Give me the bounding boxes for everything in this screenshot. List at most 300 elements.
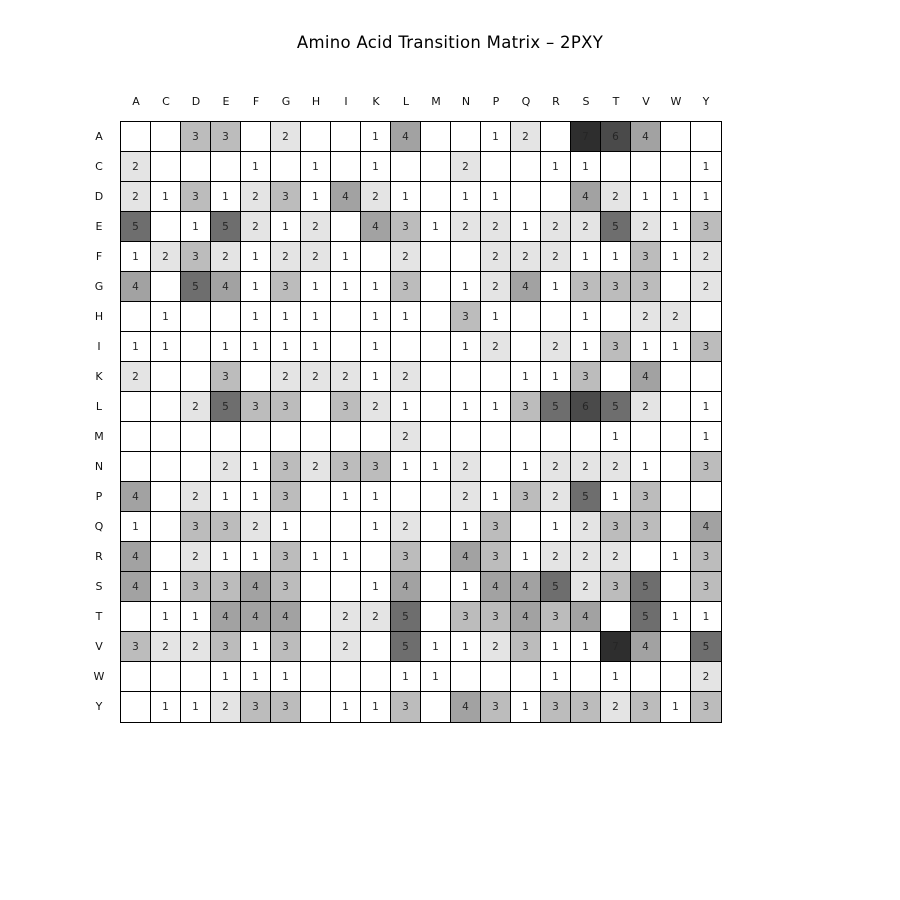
matrix-cell <box>421 122 451 152</box>
matrix-cell: 1 <box>361 272 391 302</box>
matrix-cell: 1 <box>691 392 721 422</box>
matrix-cell: 2 <box>331 632 361 662</box>
matrix-cell: 2 <box>181 542 211 572</box>
matrix-cell: 2 <box>241 512 271 542</box>
matrix-cell <box>151 122 181 152</box>
matrix-cell: 5 <box>541 392 571 422</box>
matrix-cell: 3 <box>331 392 361 422</box>
matrix-cell <box>301 482 331 512</box>
matrix-cell: 1 <box>301 302 331 332</box>
matrix-cell: 3 <box>361 452 391 482</box>
matrix-cell <box>421 182 451 212</box>
matrix-cell: 1 <box>361 692 391 722</box>
matrix-cell <box>121 122 151 152</box>
matrix-cell: 1 <box>241 662 271 692</box>
row-label: N <box>94 460 104 473</box>
matrix-cell <box>151 542 181 572</box>
matrix-cell <box>541 122 571 152</box>
matrix-cell <box>301 602 331 632</box>
matrix-cell: 3 <box>511 392 541 422</box>
matrix-cell: 1 <box>211 182 241 212</box>
matrix-cell: 1 <box>421 452 451 482</box>
matrix-cell: 2 <box>121 152 151 182</box>
matrix-cell: 3 <box>691 542 721 572</box>
column-header: H <box>311 95 321 108</box>
matrix-cell: 2 <box>481 272 511 302</box>
matrix-cell: 7 <box>571 122 601 152</box>
row-label: C <box>95 160 103 173</box>
matrix-cell <box>631 152 661 182</box>
matrix-cell <box>481 362 511 392</box>
matrix-cell: 4 <box>631 362 661 392</box>
matrix-cell: 1 <box>331 542 361 572</box>
matrix-cell: 1 <box>151 572 181 602</box>
matrix-cell: 1 <box>241 272 271 302</box>
row-label: T <box>95 610 103 623</box>
matrix-cell: 1 <box>301 332 331 362</box>
matrix-cell <box>391 332 421 362</box>
matrix-cell: 1 <box>661 182 691 212</box>
matrix-cell: 5 <box>541 572 571 602</box>
row-label: M <box>94 430 104 443</box>
row-label: Y <box>95 700 103 713</box>
matrix-cell <box>241 122 271 152</box>
matrix-cell: 1 <box>601 242 631 272</box>
matrix-cell: 2 <box>631 392 661 422</box>
matrix-cell <box>301 662 331 692</box>
matrix-cell: 1 <box>661 602 691 632</box>
matrix-cell: 3 <box>631 272 661 302</box>
matrix-cell: 2 <box>361 392 391 422</box>
matrix-cell: 6 <box>571 392 601 422</box>
matrix-cell <box>511 182 541 212</box>
matrix-cell: 2 <box>451 152 481 182</box>
matrix-cell: 2 <box>331 602 361 632</box>
matrix-cell: 1 <box>361 512 391 542</box>
matrix-cell <box>511 152 541 182</box>
matrix-cell: 1 <box>631 452 661 482</box>
matrix-cell: 3 <box>211 632 241 662</box>
matrix-cell: 2 <box>601 542 631 572</box>
matrix-cell: 4 <box>511 602 541 632</box>
matrix-cell: 1 <box>151 302 181 332</box>
matrix-cell: 2 <box>661 302 691 332</box>
column-header: N <box>461 95 471 108</box>
matrix-cell: 1 <box>391 662 421 692</box>
matrix-cell: 2 <box>571 572 601 602</box>
matrix-cell <box>451 122 481 152</box>
matrix-cell <box>661 572 691 602</box>
matrix-cell <box>181 362 211 392</box>
matrix-cell: 1 <box>151 332 181 362</box>
matrix-cell: 1 <box>421 632 451 662</box>
matrix-cell: 3 <box>181 572 211 602</box>
matrix-cell: 4 <box>511 572 541 602</box>
matrix-cell: 1 <box>571 302 601 332</box>
matrix-cell: 1 <box>451 392 481 422</box>
matrix-cell <box>661 512 691 542</box>
column-headers <box>121 94 721 110</box>
matrix-cell: 1 <box>661 212 691 242</box>
matrix-cell <box>301 572 331 602</box>
matrix-cell: 2 <box>571 542 601 572</box>
matrix-cell <box>121 422 151 452</box>
row-label: I <box>97 340 101 353</box>
matrix-cell <box>181 662 211 692</box>
matrix-cell: 5 <box>691 632 721 662</box>
matrix-cell <box>691 482 721 512</box>
column-header: L <box>402 95 410 108</box>
matrix-cell <box>391 482 421 512</box>
matrix-cell: 1 <box>241 632 271 662</box>
matrix-cell: 2 <box>301 362 331 392</box>
matrix-cell: 1 <box>121 242 151 272</box>
row-label: R <box>95 550 103 563</box>
matrix-cell <box>601 152 631 182</box>
matrix-cell: 3 <box>691 452 721 482</box>
matrix-cell: 2 <box>541 212 571 242</box>
matrix-cell: 5 <box>631 572 661 602</box>
matrix-cell <box>511 332 541 362</box>
matrix-cell: 1 <box>241 152 271 182</box>
matrix-cell: 1 <box>691 602 721 632</box>
matrix-cell <box>181 302 211 332</box>
matrix-cell: 1 <box>361 482 391 512</box>
matrix-cell: 2 <box>541 452 571 482</box>
matrix-cell <box>421 332 451 362</box>
matrix-cell: 4 <box>691 512 721 542</box>
matrix-cell <box>631 662 661 692</box>
matrix-cell: 1 <box>661 542 691 572</box>
row-label: Q <box>94 520 104 533</box>
column-header: S <box>582 95 590 108</box>
matrix-cell <box>481 662 511 692</box>
matrix-cell: 1 <box>331 692 361 722</box>
matrix-cell: 1 <box>211 482 241 512</box>
matrix-cell: 2 <box>691 242 721 272</box>
matrix-cell <box>211 422 241 452</box>
matrix-cell: 5 <box>211 392 241 422</box>
matrix-cell: 2 <box>301 452 331 482</box>
matrix-cell: 1 <box>301 182 331 212</box>
matrix-cell: 1 <box>331 482 361 512</box>
row-label: K <box>95 370 103 383</box>
matrix-cell: 2 <box>451 212 481 242</box>
matrix-cell <box>481 422 511 452</box>
matrix-cell <box>301 422 331 452</box>
matrix-cell: 1 <box>451 272 481 302</box>
matrix-cell: 3 <box>631 512 661 542</box>
matrix-cell: 1 <box>241 242 271 272</box>
matrix-cell: 1 <box>181 692 211 722</box>
matrix-cell: 1 <box>361 122 391 152</box>
matrix-cell: 3 <box>601 272 631 302</box>
matrix-cell <box>271 422 301 452</box>
matrix-cell <box>301 122 331 152</box>
matrix-cell: 3 <box>181 182 211 212</box>
matrix-cell <box>421 422 451 452</box>
row-label: W <box>93 670 105 683</box>
matrix-cell <box>421 512 451 542</box>
matrix-cell: 4 <box>391 122 421 152</box>
matrix-cell <box>631 422 661 452</box>
matrix-cell: 3 <box>601 512 631 542</box>
matrix-cell: 3 <box>691 332 721 362</box>
matrix-cell: 2 <box>601 182 631 212</box>
matrix-cell: 2 <box>601 452 631 482</box>
matrix-cell: 2 <box>541 542 571 572</box>
matrix-cell: 1 <box>541 512 571 542</box>
matrix-cell: 1 <box>451 632 481 662</box>
matrix-cell: 2 <box>121 362 151 392</box>
matrix-cell <box>151 392 181 422</box>
matrix-cell: 3 <box>511 632 541 662</box>
matrix-cell: 3 <box>181 512 211 542</box>
column-header: M <box>431 95 441 108</box>
matrix-cell <box>121 392 151 422</box>
row-label: V <box>95 640 103 653</box>
matrix-cell: 4 <box>451 692 481 722</box>
matrix-cell <box>691 302 721 332</box>
matrix-cell <box>121 662 151 692</box>
matrix-cell: 1 <box>661 692 691 722</box>
matrix-cell: 1 <box>511 452 541 482</box>
matrix-cell: 1 <box>451 572 481 602</box>
matrix-cell: 4 <box>121 482 151 512</box>
matrix-cell: 2 <box>211 452 241 482</box>
matrix-cell <box>331 512 361 542</box>
matrix-cell <box>181 332 211 362</box>
matrix-cell: 4 <box>481 572 511 602</box>
column-header: I <box>344 95 348 108</box>
matrix-cell: 4 <box>571 182 601 212</box>
matrix-cell: 3 <box>541 692 571 722</box>
matrix-cell: 5 <box>601 212 631 242</box>
matrix-cell: 1 <box>601 662 631 692</box>
matrix-cell <box>331 302 361 332</box>
matrix-cell <box>421 602 451 632</box>
matrix-cell <box>451 362 481 392</box>
matrix-cell: 3 <box>601 572 631 602</box>
matrix-cell: 3 <box>571 272 601 302</box>
matrix-cell: 2 <box>301 212 331 242</box>
matrix-cell: 4 <box>271 602 301 632</box>
matrix-cell <box>511 422 541 452</box>
matrix-cell: 3 <box>211 122 241 152</box>
matrix-cell: 1 <box>481 122 511 152</box>
matrix-cell <box>451 662 481 692</box>
matrix-cell: 2 <box>631 212 661 242</box>
matrix-cell: 2 <box>271 122 301 152</box>
column-header: Q <box>521 95 531 108</box>
matrix-cell: 1 <box>691 152 721 182</box>
matrix-cell: 1 <box>541 272 571 302</box>
matrix-cell <box>661 452 691 482</box>
matrix-cell: 4 <box>631 122 661 152</box>
matrix-cell <box>421 542 451 572</box>
matrix-cell <box>361 542 391 572</box>
matrix-cell: 2 <box>391 362 421 392</box>
matrix-cell: 1 <box>391 392 421 422</box>
matrix-cell: 3 <box>271 542 301 572</box>
matrix-cell: 1 <box>511 542 541 572</box>
matrix-cell: 3 <box>631 482 661 512</box>
matrix-cell: 3 <box>211 362 241 392</box>
matrix-cell: 7 <box>601 632 631 662</box>
matrix-cell <box>691 122 721 152</box>
matrix-cell <box>451 422 481 452</box>
matrix-cell: 2 <box>481 632 511 662</box>
matrix-cell: 1 <box>331 272 361 302</box>
matrix-cell <box>331 662 361 692</box>
matrix-cell: 4 <box>361 212 391 242</box>
matrix-cell: 4 <box>631 632 661 662</box>
matrix-cell <box>631 542 661 572</box>
matrix-cell: 4 <box>211 602 241 632</box>
matrix-cell: 1 <box>211 662 241 692</box>
matrix-cell: 1 <box>511 362 541 392</box>
matrix-cell: 1 <box>421 212 451 242</box>
matrix-cell: 2 <box>181 482 211 512</box>
matrix-cell: 2 <box>571 212 601 242</box>
row-label: G <box>94 280 104 293</box>
matrix-cell <box>271 152 301 182</box>
matrix-cell: 2 <box>691 662 721 692</box>
matrix-cell: 1 <box>271 302 301 332</box>
matrix-cell: 1 <box>421 662 451 692</box>
matrix-cell: 3 <box>691 692 721 722</box>
matrix-cell: 1 <box>301 152 331 182</box>
matrix-cell: 1 <box>661 242 691 272</box>
matrix-cell <box>571 422 601 452</box>
matrix-cell <box>421 242 451 272</box>
matrix-cell: 1 <box>571 332 601 362</box>
matrix-cell <box>331 572 361 602</box>
matrix-cell: 3 <box>181 242 211 272</box>
matrix-cell: 3 <box>391 212 421 242</box>
matrix-cell <box>121 692 151 722</box>
matrix-cell <box>241 362 271 392</box>
matrix-cell <box>331 422 361 452</box>
matrix-cell: 1 <box>511 692 541 722</box>
matrix-cell <box>211 302 241 332</box>
matrix-cell: 3 <box>481 692 511 722</box>
matrix-cell <box>421 362 451 392</box>
matrix-cell: 4 <box>241 572 271 602</box>
matrix-cell: 2 <box>301 242 331 272</box>
matrix-cell: 2 <box>271 242 301 272</box>
matrix-cell <box>541 422 571 452</box>
matrix-cell: 1 <box>301 272 331 302</box>
matrix-cell <box>601 302 631 332</box>
column-header: D <box>191 95 201 108</box>
matrix-cell <box>661 632 691 662</box>
matrix-cell: 1 <box>631 182 661 212</box>
matrix-cell <box>361 242 391 272</box>
matrix-cell <box>421 572 451 602</box>
matrix-cell: 4 <box>121 572 151 602</box>
matrix-cell <box>661 422 691 452</box>
matrix-cell <box>571 662 601 692</box>
matrix-cell: 2 <box>361 602 391 632</box>
matrix-cell <box>451 242 481 272</box>
matrix-cell: 1 <box>271 512 301 542</box>
matrix-cell <box>301 692 331 722</box>
matrix-cell <box>691 362 721 392</box>
matrix-cell <box>511 662 541 692</box>
column-header: A <box>132 95 140 108</box>
matrix-cell: 1 <box>331 242 361 272</box>
matrix-cell: 3 <box>181 122 211 152</box>
matrix-cell: 1 <box>451 512 481 542</box>
matrix-cell: 2 <box>271 362 301 392</box>
row-label: D <box>94 190 104 203</box>
matrix-cell: 1 <box>121 332 151 362</box>
matrix-cell <box>661 482 691 512</box>
matrix-cell: 1 <box>451 182 481 212</box>
matrix-cell: 2 <box>391 242 421 272</box>
matrix-cell: 1 <box>181 212 211 242</box>
matrix-cell: 1 <box>391 302 421 332</box>
matrix-cell: 1 <box>181 602 211 632</box>
matrix-cell: 1 <box>481 482 511 512</box>
matrix-cell: 3 <box>271 632 301 662</box>
matrix-cell: 1 <box>481 392 511 422</box>
matrix-cell <box>661 122 691 152</box>
matrix-cell: 3 <box>601 332 631 362</box>
matrix-cell: 1 <box>571 242 601 272</box>
matrix-cell: 1 <box>571 152 601 182</box>
matrix-cell: 1 <box>541 662 571 692</box>
matrix-cell <box>211 152 241 182</box>
matrix-cell: 3 <box>481 512 511 542</box>
matrix-cell: 1 <box>151 692 181 722</box>
matrix-cell: 1 <box>241 332 271 362</box>
matrix-cell <box>421 482 451 512</box>
row-label: A <box>95 130 103 143</box>
matrix-cell: 2 <box>541 242 571 272</box>
matrix-cell: 2 <box>211 242 241 272</box>
matrix-cell <box>121 602 151 632</box>
column-header: G <box>281 95 291 108</box>
matrix-cell: 3 <box>451 302 481 332</box>
matrix-cell: 4 <box>241 602 271 632</box>
matrix-cell: 5 <box>391 602 421 632</box>
matrix-cell: 3 <box>481 542 511 572</box>
matrix-cell: 3 <box>241 392 271 422</box>
matrix-cell <box>181 152 211 182</box>
matrix-cell: 5 <box>391 632 421 662</box>
matrix-cell: 2 <box>481 332 511 362</box>
matrix-cell: 4 <box>391 572 421 602</box>
matrix-cell <box>331 332 361 362</box>
matrix-cell: 2 <box>151 242 181 272</box>
matrix-cell <box>151 662 181 692</box>
matrix-cell: 4 <box>121 272 151 302</box>
matrix-cell <box>481 452 511 482</box>
matrix-cell: 3 <box>391 272 421 302</box>
matrix-cell: 1 <box>601 482 631 512</box>
matrix-cell: 4 <box>121 542 151 572</box>
matrix-cell <box>601 362 631 392</box>
column-header: W <box>670 95 682 108</box>
matrix-cell <box>361 662 391 692</box>
matrix-cell: 1 <box>451 332 481 362</box>
matrix-cell: 2 <box>241 212 271 242</box>
matrix-cell: 1 <box>481 182 511 212</box>
matrix-cell <box>361 422 391 452</box>
matrix-cell: 1 <box>511 212 541 242</box>
